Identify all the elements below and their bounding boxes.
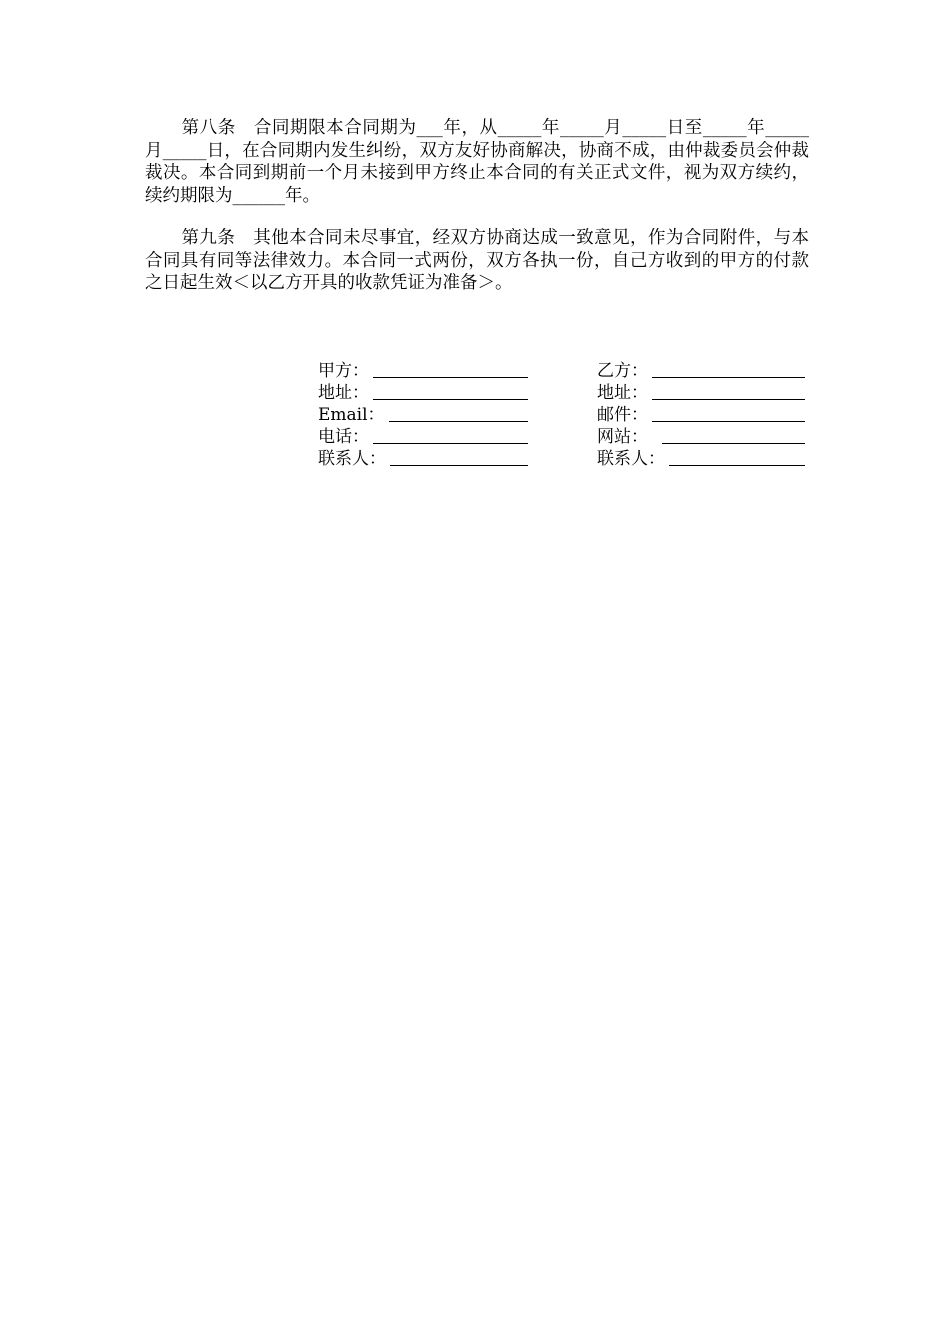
article-8-label: 第八条 xyxy=(181,118,236,138)
party-a-email-blank xyxy=(389,421,528,422)
party-b-mail-row xyxy=(597,404,827,426)
article-8-paragraph xyxy=(145,117,809,207)
party-a-phone-row xyxy=(318,426,548,448)
party-b-signature-block xyxy=(597,360,827,470)
party-a-label: 甲方： xyxy=(318,361,369,381)
party-b-name-row xyxy=(597,360,827,382)
party-a-name-blank xyxy=(373,377,528,378)
party-a-contact-row xyxy=(318,448,548,470)
party-b-website-blank xyxy=(662,443,805,444)
party-b-label: 乙方： xyxy=(597,361,648,381)
party-a-signature-block xyxy=(318,360,548,470)
party-a-phone-blank xyxy=(373,443,528,444)
party-b-address-label: 地址： xyxy=(597,383,648,403)
party-b-contact-blank xyxy=(669,465,805,466)
party-a-address-blank xyxy=(373,399,528,400)
party-b-address-blank xyxy=(652,399,805,400)
party-a-address-label: 地址： xyxy=(318,383,369,403)
party-a-contact-label: 联系人： xyxy=(318,449,386,469)
party-a-email-label: Email： xyxy=(318,405,385,425)
party-b-name-blank xyxy=(652,377,805,378)
article-9-paragraph xyxy=(145,227,809,295)
party-b-mail-label: 邮件： xyxy=(597,405,648,425)
party-a-address-row xyxy=(318,382,548,404)
party-b-website-label: 网站： xyxy=(597,427,648,447)
party-b-address-row xyxy=(597,382,827,404)
party-b-contact-row xyxy=(597,448,827,470)
party-b-contact-label: 联系人： xyxy=(597,449,665,469)
party-b-website-row xyxy=(597,426,827,448)
party-a-contact-blank xyxy=(390,465,528,466)
article-9-text: 其他本合同未尽事宜，经双方协商达成一致意见，作为合同附件，与本合同具有同等法律效力。本合同一式两份，双方各执一份，自己方收到的甲方的付款之日起生效＜以乙方开具的收款凭证为准备＞。 xyxy=(145,228,810,293)
party-a-phone-label: 电话： xyxy=(318,427,369,447)
party-a-name-row xyxy=(318,360,548,382)
article-9-label: 第九条 xyxy=(181,228,236,248)
party-a-email-row xyxy=(318,404,548,426)
party-b-mail-blank xyxy=(652,421,805,422)
article-8-text: 合同期限本合同期为___年，从_____年_____月_____日至_____年_____月_____日，在合同期内发生纠纷，双方友好协商解决，协商不成，由仲裁委员会仲裁裁决。本合同到期前一个月未接到甲方终止本合同的有关正式文件，视为双方续约，续约期限为______年。 xyxy=(145,118,810,206)
